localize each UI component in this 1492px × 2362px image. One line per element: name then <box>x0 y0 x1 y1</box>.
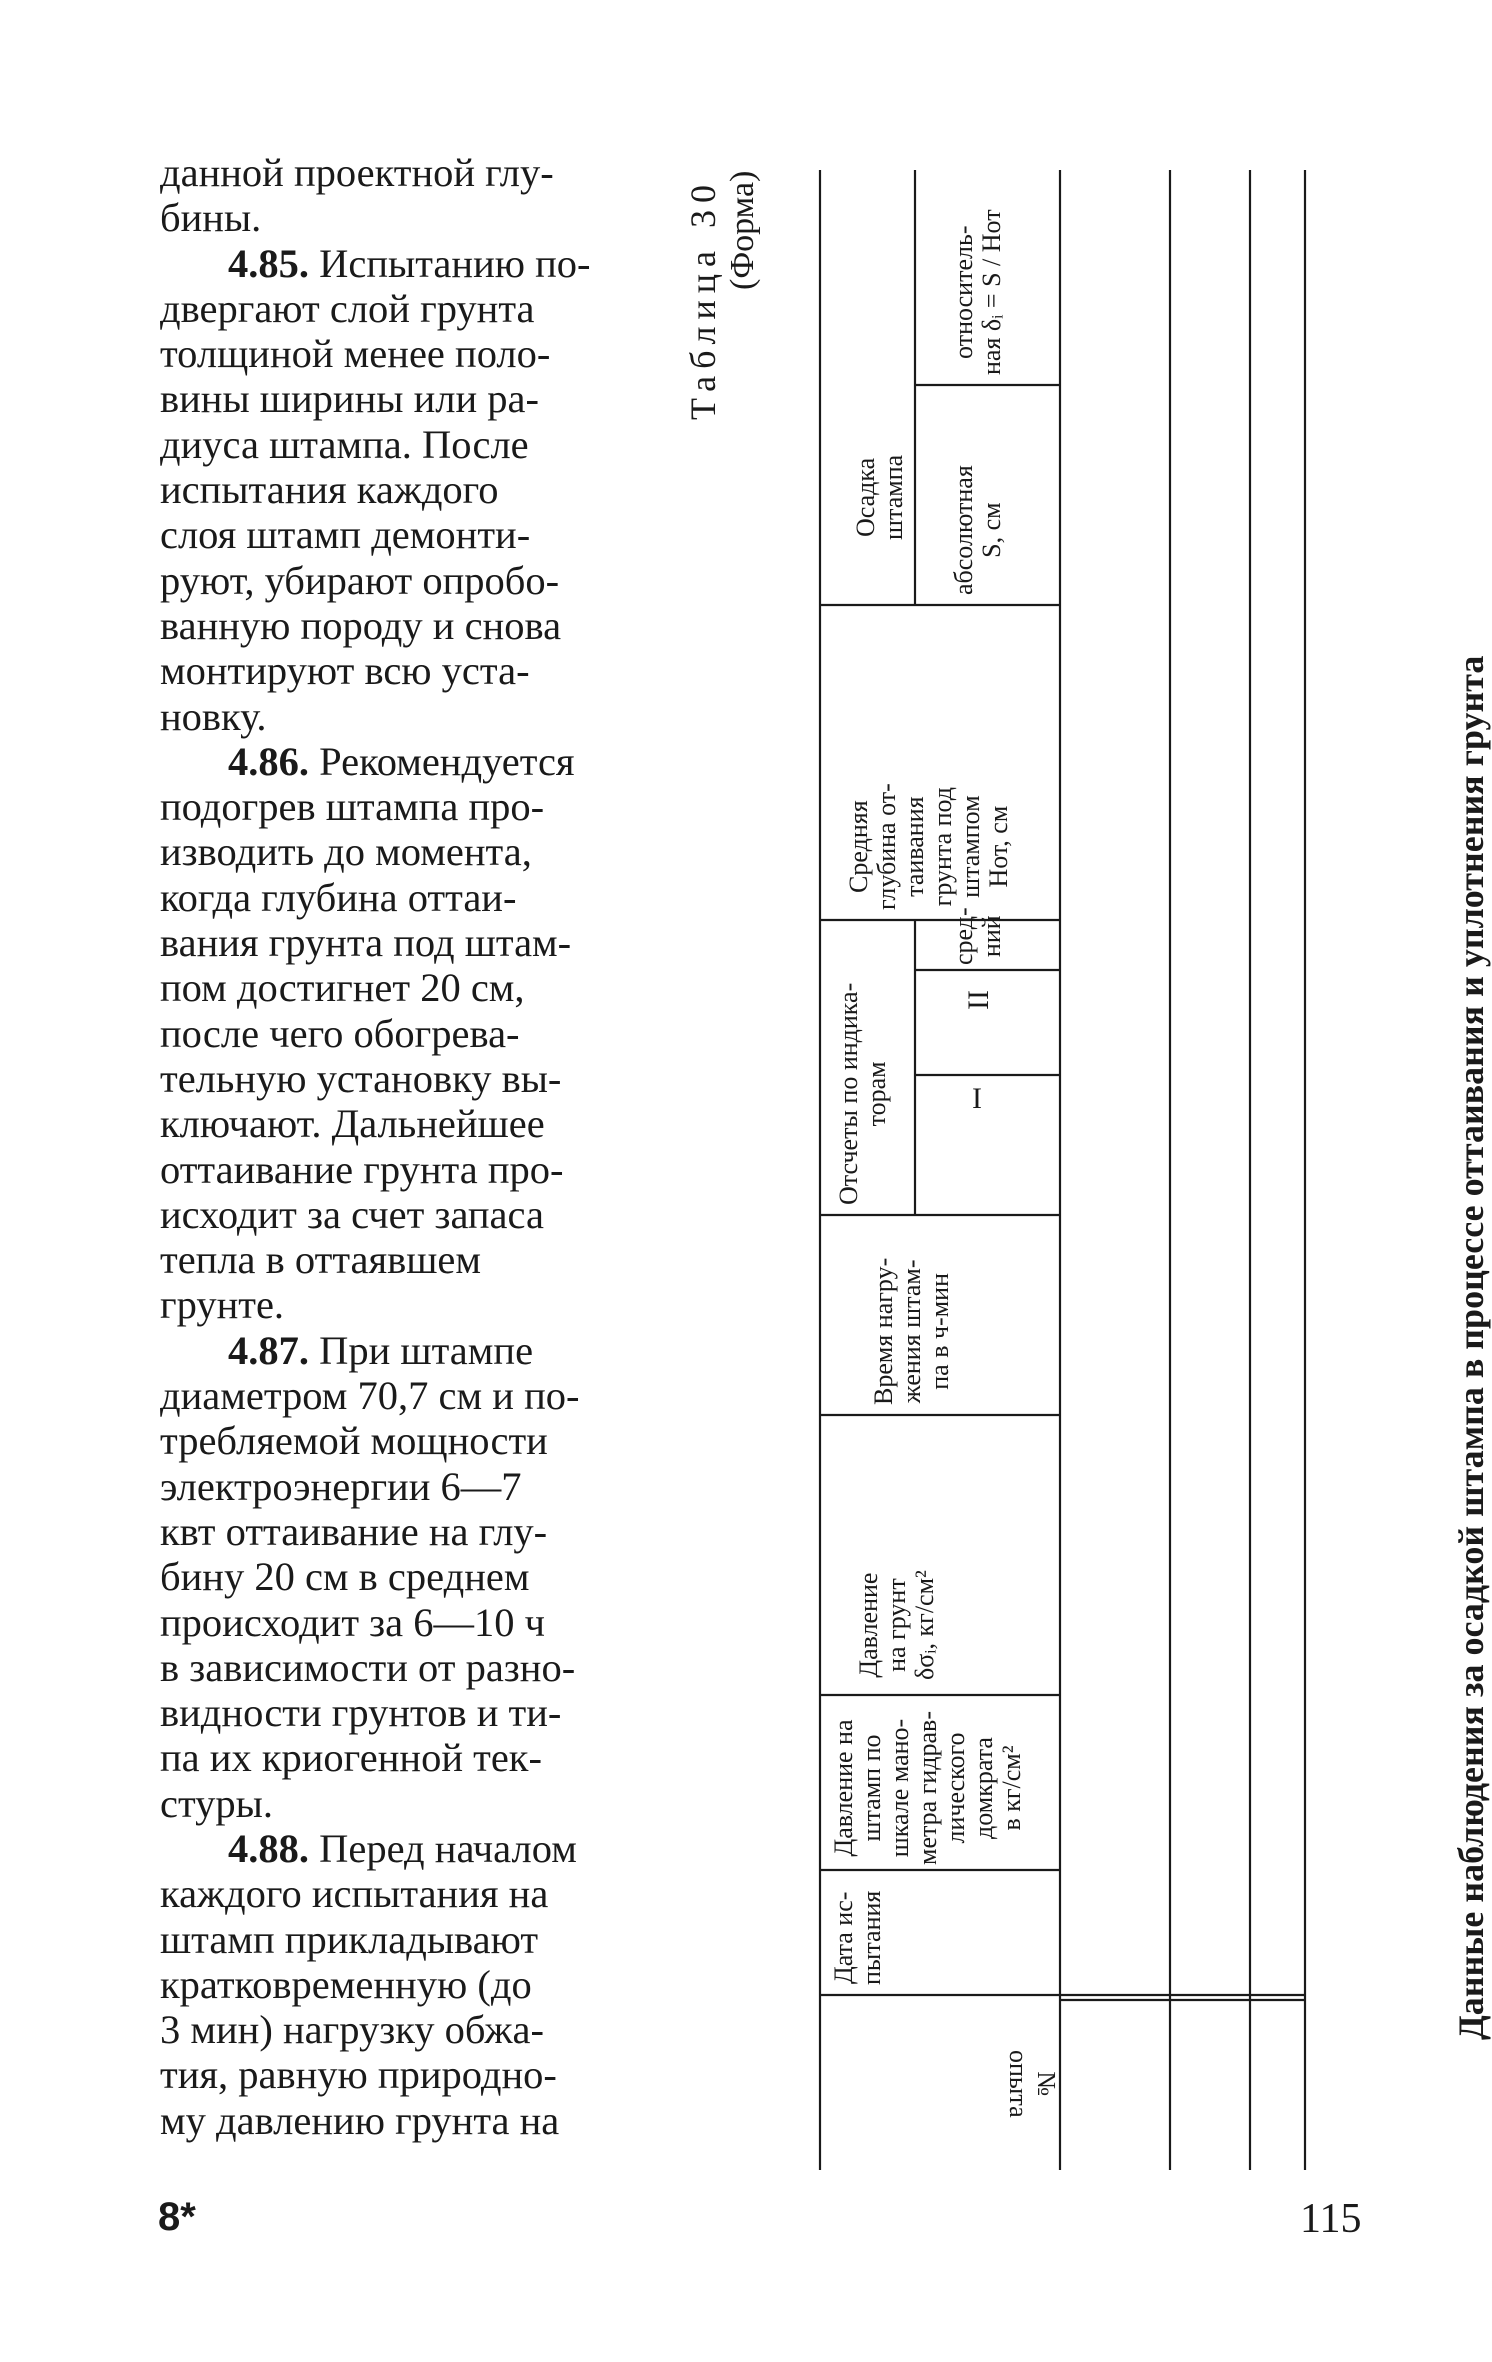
text-line <box>160 195 650 240</box>
text-line-content: му давлению грунта на <box>160 2097 560 2143</box>
text-line-content: тепла в оттаявшем <box>160 1237 482 1283</box>
text-line <box>160 1011 650 1056</box>
table-title: Данные наблюдения за осадкой штампа в процессе оттаивания и уплотнения грунта <box>1451 655 1491 2040</box>
text-line <box>160 1237 650 1282</box>
text-line-content: Перед началом <box>309 1825 577 1871</box>
text-line <box>160 1826 650 1871</box>
table-grid <box>660 150 1460 2190</box>
text-line-content: вания грунта под штам- <box>160 920 572 966</box>
text-line-content: в зависимости от разно- <box>160 1644 576 1690</box>
text-line-content: 3 мин) нагрузку обжа- <box>160 2007 544 2053</box>
text-line-content: ванную породу и снова <box>160 602 562 648</box>
text-line-content: данной проектной глу- <box>160 150 554 195</box>
body-text <box>160 150 650 2143</box>
text-line <box>160 965 650 1010</box>
text-line-content: подогрев штампа про- <box>160 784 545 830</box>
text-line-content: толщиной менее поло- <box>160 331 551 377</box>
text-line-content: тия, равную природно- <box>160 2052 557 2098</box>
text-line-content: бину 20 см в среднем <box>160 1554 530 1600</box>
text-line-content: кратковременную (до <box>160 1961 532 2007</box>
text-line-content: новку. <box>160 693 267 739</box>
text-line-content: штамп прикладывают <box>160 1916 539 1962</box>
paragraph-number: 4.85. <box>228 240 309 286</box>
text-line <box>160 1192 650 1237</box>
text-line <box>160 1056 650 1101</box>
text-line-content: оттаивание грунта про- <box>160 1146 564 1192</box>
text-line <box>160 467 650 512</box>
text-line <box>160 512 650 557</box>
text-line-content: стуры. <box>160 1780 273 1826</box>
text-line <box>160 1373 650 1418</box>
text-line-content: после чего обогрева- <box>160 1010 520 1056</box>
text-line <box>160 739 650 784</box>
text-line <box>160 694 650 739</box>
text-line <box>160 784 650 829</box>
text-line <box>160 1645 650 1690</box>
text-line-content: руют, убирают опробо- <box>160 557 560 603</box>
text-line <box>160 150 650 195</box>
table-30: Таблица 30 (Форма) Данные наблюдения за осадкой штампа в процессе оттаивания и уплотнения грунта № опыта Дата ис- пытания Давление на штамп по шкале мано- метра гидрав- лического домкрата в кг/см² Давление на грунт δσᵢ, кг/см² Время нагру- жения штам- па в ч-мин Отсчеты по индика- торам I II сред- ний Средняя глубина от- таивания грунта под штампом Hот, см Осадка штампа абсолютная S, см относитель- ная δᵢ = S / Hот <box>660 150 1460 2190</box>
text-line-content: происходит за 6—10 ч <box>160 1599 546 1645</box>
text-line <box>160 829 650 874</box>
text-line-content: Рекомендуется <box>309 738 575 784</box>
text-line <box>160 1509 650 1554</box>
text-line <box>160 2098 650 2143</box>
text-line <box>160 1464 650 1509</box>
paragraph-number: 4.86. <box>228 738 309 784</box>
printer-signature: 8* <box>158 2195 196 2239</box>
text-line <box>160 920 650 965</box>
text-line-content: требляемой мощности <box>160 1418 548 1464</box>
text-line-content: слоя штамп демонти- <box>160 512 531 558</box>
text-line <box>160 1147 650 1192</box>
text-line <box>160 1600 650 1645</box>
text-line-content: каждого испытания на <box>160 1871 549 1917</box>
text-line <box>160 1962 650 2007</box>
text-line-content: ключают. Дальнейшее <box>160 1101 545 1147</box>
text-line <box>160 1917 650 1962</box>
text-line <box>160 1101 650 1146</box>
text-line-content: когда глубина оттаи- <box>160 874 517 920</box>
text-line <box>160 376 650 421</box>
text-line <box>160 1282 650 1327</box>
text-line <box>160 331 650 376</box>
text-line <box>160 1871 650 1916</box>
text-line-content: па их криогенной тек- <box>160 1735 542 1781</box>
table-form-label: (Форма) <box>723 170 761 290</box>
text-line <box>160 2007 650 2052</box>
text-line-content: При штампе <box>309 1327 534 1373</box>
text-line-content: видности грунтов и ти- <box>160 1690 562 1736</box>
text-line-content: изводить до момента, <box>160 829 532 875</box>
text-line-content: пом достигнет 20 см, <box>160 965 525 1011</box>
text-line <box>160 422 650 467</box>
text-line <box>160 286 650 331</box>
text-line-content: квт оттаивание на глу- <box>160 1508 548 1554</box>
paragraph-number: 4.87. <box>228 1327 309 1373</box>
text-line-content: грунте. <box>160 1282 285 1328</box>
text-line-content: двергают слой грунта <box>160 285 535 331</box>
page-number: 115 <box>1300 2196 1362 2242</box>
text-line-content: вины ширины или ра- <box>160 376 539 422</box>
text-line-content: диуса штампа. После <box>160 421 529 467</box>
text-line-content: электроэнергии 6—7 <box>160 1463 522 1509</box>
paragraph-number: 4.88. <box>228 1825 309 1871</box>
text-line <box>160 1328 650 1373</box>
text-line-content: Испытанию по- <box>309 240 591 286</box>
text-line-content: исходит за счет запаса <box>160 1191 544 1237</box>
text-line-content: бины. <box>160 195 262 241</box>
text-line <box>160 648 650 693</box>
text-line-content: тельную установку вы- <box>160 1055 562 1101</box>
text-line <box>160 558 650 603</box>
text-line <box>160 875 650 920</box>
text-line-content: испытания каждого <box>160 467 499 513</box>
table-label: Таблица 30 <box>682 178 723 420</box>
text-line <box>160 2052 650 2097</box>
text-line <box>160 603 650 648</box>
text-line <box>160 1781 650 1826</box>
text-line <box>160 1690 650 1735</box>
text-line <box>160 1554 650 1599</box>
text-line-content: монтируют всю уста- <box>160 648 530 694</box>
text-line-content: диаметром 70,7 см и по- <box>160 1373 580 1419</box>
text-line <box>160 1418 650 1463</box>
text-line <box>160 1735 650 1780</box>
text-line <box>160 241 650 286</box>
